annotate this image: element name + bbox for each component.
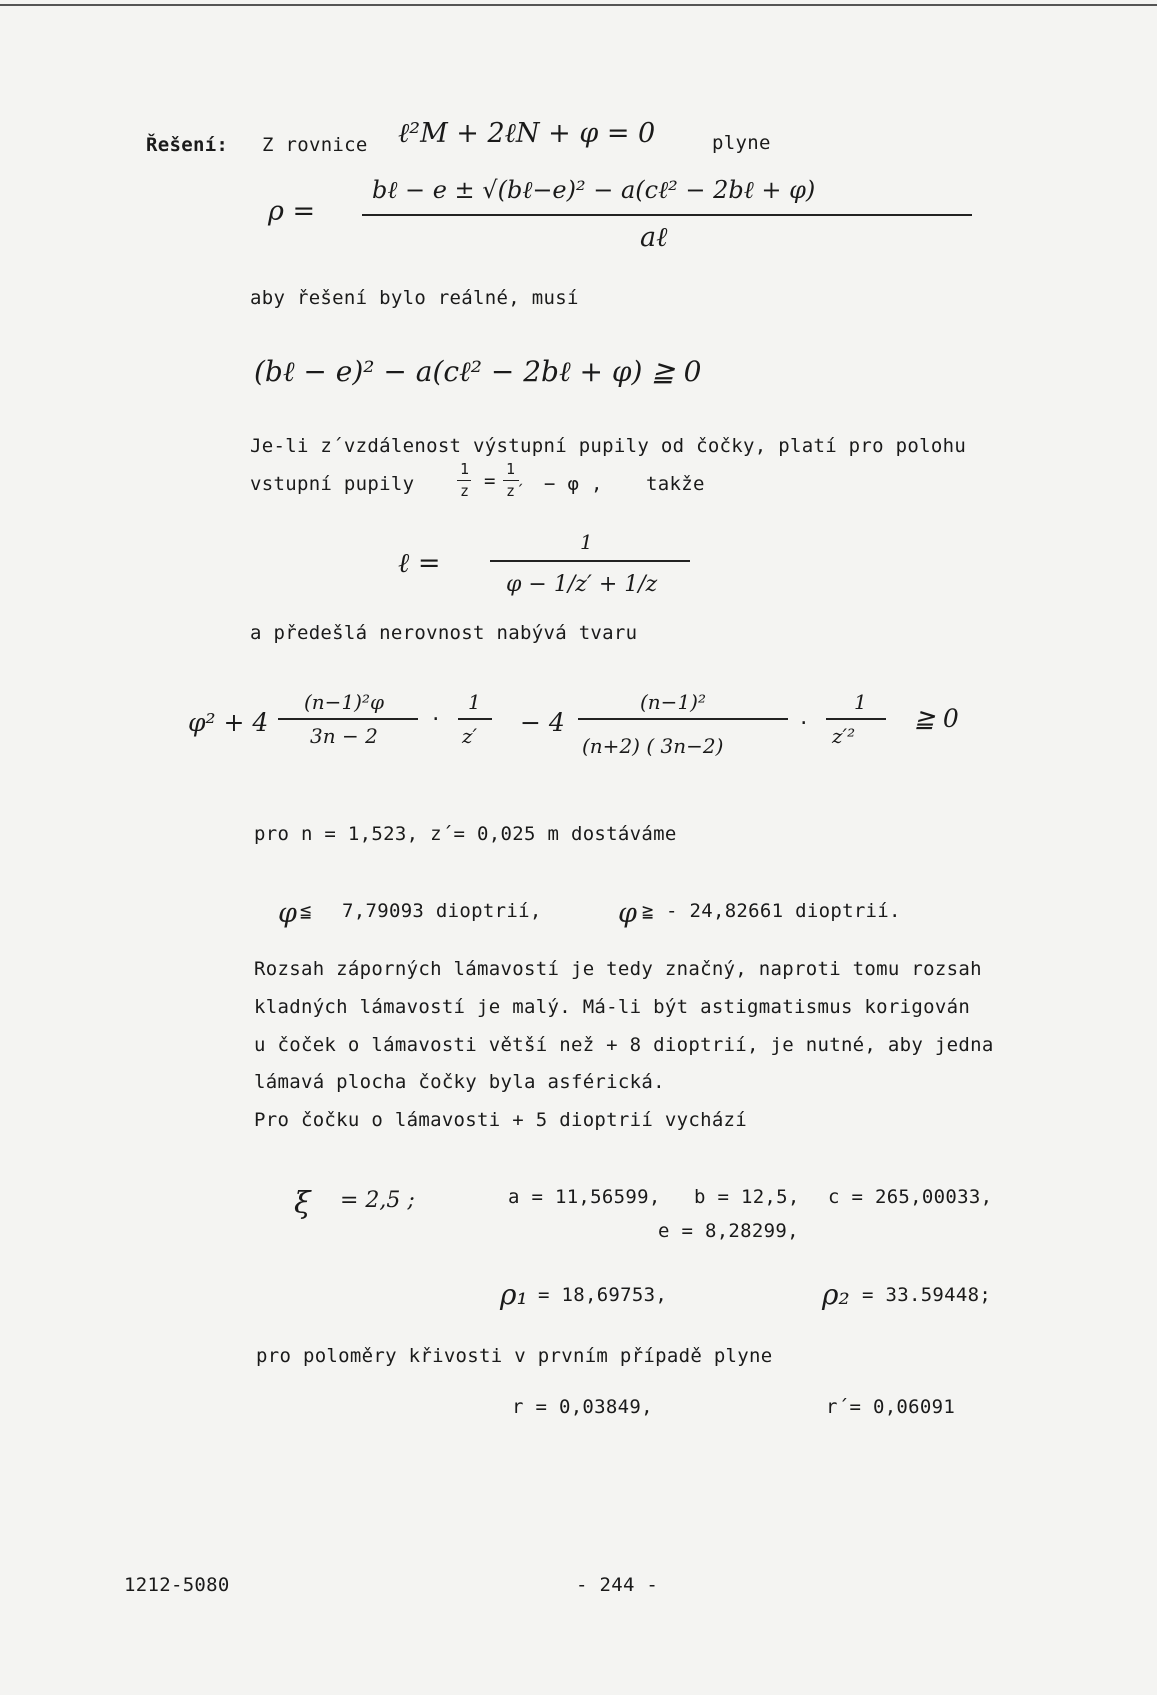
big-ineq-f4-num: 1: [854, 690, 867, 714]
jeli-line-2: vstupní pupily: [250, 473, 415, 495]
jeli-frac2-num: 1: [506, 460, 516, 478]
big-ineq-f1-den: 3n − 2: [310, 724, 378, 748]
page-number: - 244 -: [576, 1574, 659, 1596]
plyne: plyne: [712, 132, 771, 154]
rho1-symbol: ρ₁: [500, 1278, 528, 1311]
paragraph-line-3: u čoček o lámavosti větší než + 8 dioptrií, je nutné, aby jedna: [254, 1034, 994, 1056]
big-ineq-dot-2: ·: [798, 712, 810, 734]
jeli-frac2-den: z´: [506, 482, 525, 500]
phi-ge-value: - 24,82661 dioptrií.: [666, 900, 901, 922]
big-ineq-f1-num: (n−1)²φ: [304, 690, 384, 714]
phi-le-value: 7,79093 dioptrií,: [342, 900, 542, 922]
equation-1: ℓ²M + 2ℓN + φ = 0: [398, 118, 656, 149]
big-ineq-f2-bar: [458, 718, 492, 720]
coef-b: b = 12,5,: [694, 1186, 800, 1208]
coef-e: e = 8,28299,: [658, 1220, 799, 1242]
big-ineq-f4-den: z′²: [832, 724, 856, 748]
footer-code: 1212-5080: [124, 1574, 230, 1596]
rho-lhs: ρ =: [268, 196, 316, 227]
rho2-value: = 33.59448;: [862, 1284, 992, 1306]
big-ineq-f2-num: 1: [468, 690, 481, 714]
phi-le-sym: ≦: [300, 900, 312, 922]
phi-ge: φ: [618, 898, 637, 929]
paragraph-line-2: kladných lámavostí je malý. Má-li být astigmatismus korigován: [254, 996, 971, 1018]
rho-numerator: bℓ − e ± √(bℓ−e)² − a(cℓ² − 2bℓ + φ): [372, 176, 816, 204]
reseni-label: Řešení:: [146, 134, 229, 156]
paragraph-line-5: Pro čočku o lámavosti + 5 dioptrií vychází: [254, 1109, 748, 1131]
paragraph-line-4: lámavá plocha čočky byla asférická.: [254, 1071, 665, 1093]
aby-text: aby řešení bylo reálné, musí: [250, 287, 579, 309]
rho-denominator: aℓ: [640, 222, 668, 253]
rho1-value: = 18,69753,: [538, 1284, 668, 1306]
polomery-text: pro poloměry křivosti v prvním případě plyne: [256, 1345, 773, 1367]
l-fraction-bar: [490, 560, 690, 562]
big-ineq-end: ≧ 0: [914, 704, 959, 733]
phi-ge-sym: ≧: [642, 900, 654, 922]
phi-le: φ: [278, 898, 297, 929]
jeli-frac2-bar: [503, 480, 519, 481]
rho-fraction-bar: [362, 214, 972, 216]
xi-symbol: ξ: [294, 1186, 311, 1221]
big-ineq-f4-bar: [826, 718, 886, 720]
l-denominator: φ − 1/z′ + 1/z: [506, 572, 658, 597]
jeli-frac1-bar: [457, 480, 471, 481]
coef-c: c = 265,00033,: [828, 1186, 993, 1208]
jeli-line-1: Je-li z´vzdálenost výstupní pupily od čočky, platí pro polohu: [250, 435, 967, 457]
jeli-minus-phi: − φ ,: [544, 473, 603, 495]
big-ineq-f3-num: (n−1)²: [640, 690, 706, 714]
coef-a: a = 11,56599,: [508, 1186, 661, 1208]
pro-n-text: pro n = 1,523, z´= 0,025 m dostáváme: [254, 823, 677, 845]
big-ineq-start: φ² + 4: [188, 708, 269, 737]
jeli-eq: =: [484, 470, 496, 492]
r-value: r = 0,03849,: [512, 1396, 653, 1418]
takze: takže: [646, 473, 705, 495]
big-ineq-f2-den: z′: [462, 724, 478, 748]
top-rule: [0, 4, 1157, 6]
jeli-frac1-num: 1: [460, 460, 470, 478]
xi-value: = 2,5 ;: [340, 1188, 415, 1213]
paragraph-line-1: Rozsah záporných lámavostí je tedy značný, naproti tomu rozsah: [254, 958, 982, 980]
big-ineq-f3-den: (n+2) ( 3n−2): [582, 734, 724, 758]
big-ineq-f3-bar: [578, 718, 788, 720]
rho2-symbol: ρ₂: [822, 1278, 850, 1311]
predesla-text: a předešlá nerovnost nabývá tvaru: [250, 622, 638, 644]
inequality-1: (bℓ − e)² − a(cℓ² − 2bℓ + φ) ≧ 0: [254, 355, 702, 388]
l-numerator: 1: [580, 530, 593, 554]
big-ineq-dot-1: ·: [430, 708, 442, 730]
l-lhs: ℓ =: [398, 548, 441, 579]
z-rovnice: Z rovnice: [262, 134, 368, 156]
big-ineq-f1-bar: [278, 718, 418, 720]
big-ineq-minus4: − 4: [520, 708, 565, 737]
r-prime-value: r´= 0,06091: [826, 1396, 956, 1418]
jeli-frac1-den: z: [460, 482, 470, 500]
